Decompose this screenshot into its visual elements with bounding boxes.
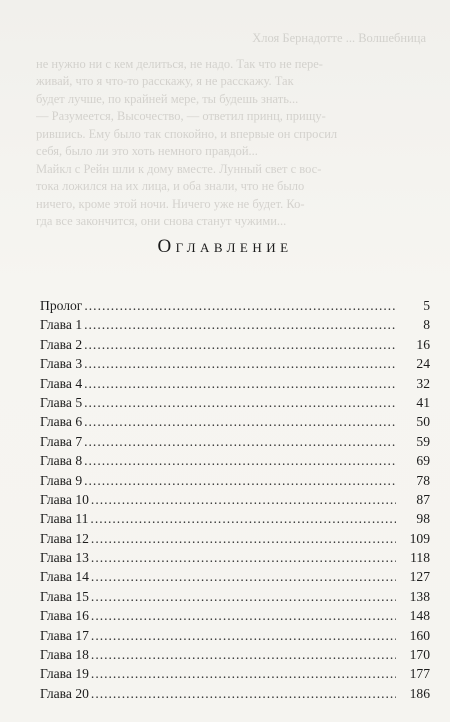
toc-entry-page-number: 32 <box>416 375 430 391</box>
toc-entry[interactable] <box>40 587 430 606</box>
toc-entry-page-number: 16 <box>416 336 430 352</box>
toc-entry-page-number: 59 <box>416 433 430 449</box>
toc-entry[interactable] <box>40 393 430 412</box>
toc-entry-label: Глава 18 <box>40 647 89 663</box>
toc-leader-dots <box>84 296 396 315</box>
toc-entry-label: Глава 19 <box>40 666 89 682</box>
toc-leader-dots <box>91 529 396 548</box>
toc-leader-dots <box>91 664 396 683</box>
toc-entry[interactable] <box>40 548 430 567</box>
toc-entry-page-number: 50 <box>416 414 430 430</box>
toc-leader-dots <box>91 606 396 625</box>
table-of-contents <box>40 296 430 703</box>
toc-entry-page-number: 8 <box>423 317 430 333</box>
toc-entry-label: Глава 15 <box>40 588 89 604</box>
toc-entry-label: Глава 1 <box>40 317 83 333</box>
toc-leader-dots <box>84 374 396 393</box>
toc-leader-dots <box>84 471 396 490</box>
toc-entry[interactable] <box>40 626 430 645</box>
toc-entry[interactable] <box>40 664 430 683</box>
bleed-through-lines <box>36 56 426 231</box>
bleed-through-line: себя, было ли это хоть немного правдой... <box>36 144 258 158</box>
toc-entry-label: Глава 17 <box>40 627 89 643</box>
toc-entry-page-number: 127 <box>409 569 430 585</box>
toc-entry[interactable] <box>40 490 430 509</box>
toc-entry[interactable] <box>40 529 430 548</box>
toc-leader-dots <box>84 335 396 354</box>
toc-leader-dots <box>84 412 396 431</box>
toc-leader-dots <box>84 432 396 451</box>
toc-entry[interactable] <box>40 606 430 625</box>
toc-leader-dots <box>84 451 396 470</box>
toc-entry-page-number: 177 <box>409 666 430 682</box>
toc-entry-label: Пролог <box>40 298 83 313</box>
toc-entry[interactable] <box>40 315 430 334</box>
toc-entry-label: Глава 7 <box>40 433 83 449</box>
bleed-through-header: Хлоя Бернадотте ... Волшебница <box>252 31 426 45</box>
toc-leader-dots <box>91 587 396 606</box>
toc-entry-page-number: 98 <box>416 511 430 527</box>
toc-entry[interactable] <box>40 412 430 431</box>
toc-entry-page-number: 170 <box>409 647 430 663</box>
toc-leader-dots <box>84 354 396 373</box>
toc-leader-dots <box>91 684 396 703</box>
toc-entry-page-number: 118 <box>410 550 430 566</box>
toc-entry-label: Глава 14 <box>40 569 89 585</box>
toc-entry-page-number: 138 <box>409 588 430 604</box>
toc-leader-dots <box>90 509 396 528</box>
bleed-through-line: — Разумеется, Высочество, — ответил принц, прищу- <box>36 109 326 123</box>
toc-entry-label: Глава 10 <box>40 491 89 507</box>
toc-entry-label: Глава 4 <box>40 375 83 391</box>
toc-entry[interactable] <box>40 296 430 315</box>
toc-leader-dots <box>91 490 396 509</box>
toc-entry-page-number: 186 <box>409 685 430 701</box>
table-of-contents-title: Оглавление <box>157 236 293 257</box>
toc-entry-page-number: 87 <box>416 491 430 507</box>
toc-entry-label: Глава 2 <box>40 336 83 352</box>
toc-entry-label: Глава 12 <box>40 530 89 546</box>
toc-entry[interactable] <box>40 509 430 528</box>
bleed-through-line: тока ложился на их лица, и оба знали, что не было <box>36 179 305 193</box>
bleed-through-text <box>36 30 426 231</box>
toc-leader-dots <box>91 626 396 645</box>
toc-entry[interactable] <box>40 645 430 664</box>
bleed-through-line: рившись. Ему было так спокойно, и впервые он спросил <box>36 126 338 141</box>
toc-entry[interactable] <box>40 567 430 586</box>
toc-entry[interactable] <box>40 335 430 354</box>
toc-entry-page-number: 24 <box>416 356 430 372</box>
toc-leader-dots <box>84 393 396 412</box>
bleed-through-line: живай, что я что-то расскажу, я не расскажу. Так <box>36 74 294 88</box>
toc-entry-label: Глава 5 <box>40 394 83 410</box>
bleed-through-line: не нужно ни с кем делиться, не надо. Так что не пере- <box>36 56 323 71</box>
toc-entry-label: Глава 13 <box>40 550 89 566</box>
toc-entry[interactable] <box>40 684 430 703</box>
toc-entry-label: Глава 20 <box>40 685 89 701</box>
toc-entry-page-number: 5 <box>423 298 430 313</box>
toc-leader-dots <box>84 315 396 334</box>
toc-entry[interactable] <box>40 432 430 451</box>
bleed-through-line: будет лучше, по крайней мере, ты будешь знать... <box>36 91 299 106</box>
toc-entry-label: Глава 8 <box>40 453 83 469</box>
toc-entry-label: Глава 9 <box>40 472 83 488</box>
toc-entry-page-number: 160 <box>409 627 430 643</box>
toc-entry-label: Глава 3 <box>40 356 83 372</box>
toc-entry-page-number: 109 <box>409 530 430 546</box>
toc-entry-page-number: 69 <box>416 453 430 469</box>
toc-entry-page-number: 78 <box>416 472 430 488</box>
bleed-through-line: Майкл с Рейн шли к дому вместе. Лунный свет с вос- <box>36 161 322 176</box>
bleed-through-line: гда все закончится, они снова станут чужими... <box>36 214 287 228</box>
toc-entry-page-number: 41 <box>416 394 430 410</box>
toc-leader-dots <box>91 567 396 586</box>
toc-entry[interactable] <box>40 374 430 393</box>
toc-leader-dots <box>91 548 396 567</box>
bleed-through-line: ничего, кроме этой ночи. Ничего уже не будет. Ко- <box>36 196 305 211</box>
toc-entry-label: Глава 16 <box>40 608 89 624</box>
toc-entry[interactable] <box>40 354 430 373</box>
toc-entry[interactable] <box>40 471 430 490</box>
toc-leader-dots <box>91 645 396 664</box>
toc-entry-label: Глава 6 <box>40 414 83 430</box>
toc-entry[interactable] <box>40 451 430 470</box>
toc-entry-label: Глава 11 <box>40 511 89 527</box>
toc-entry-page-number: 148 <box>409 608 430 624</box>
